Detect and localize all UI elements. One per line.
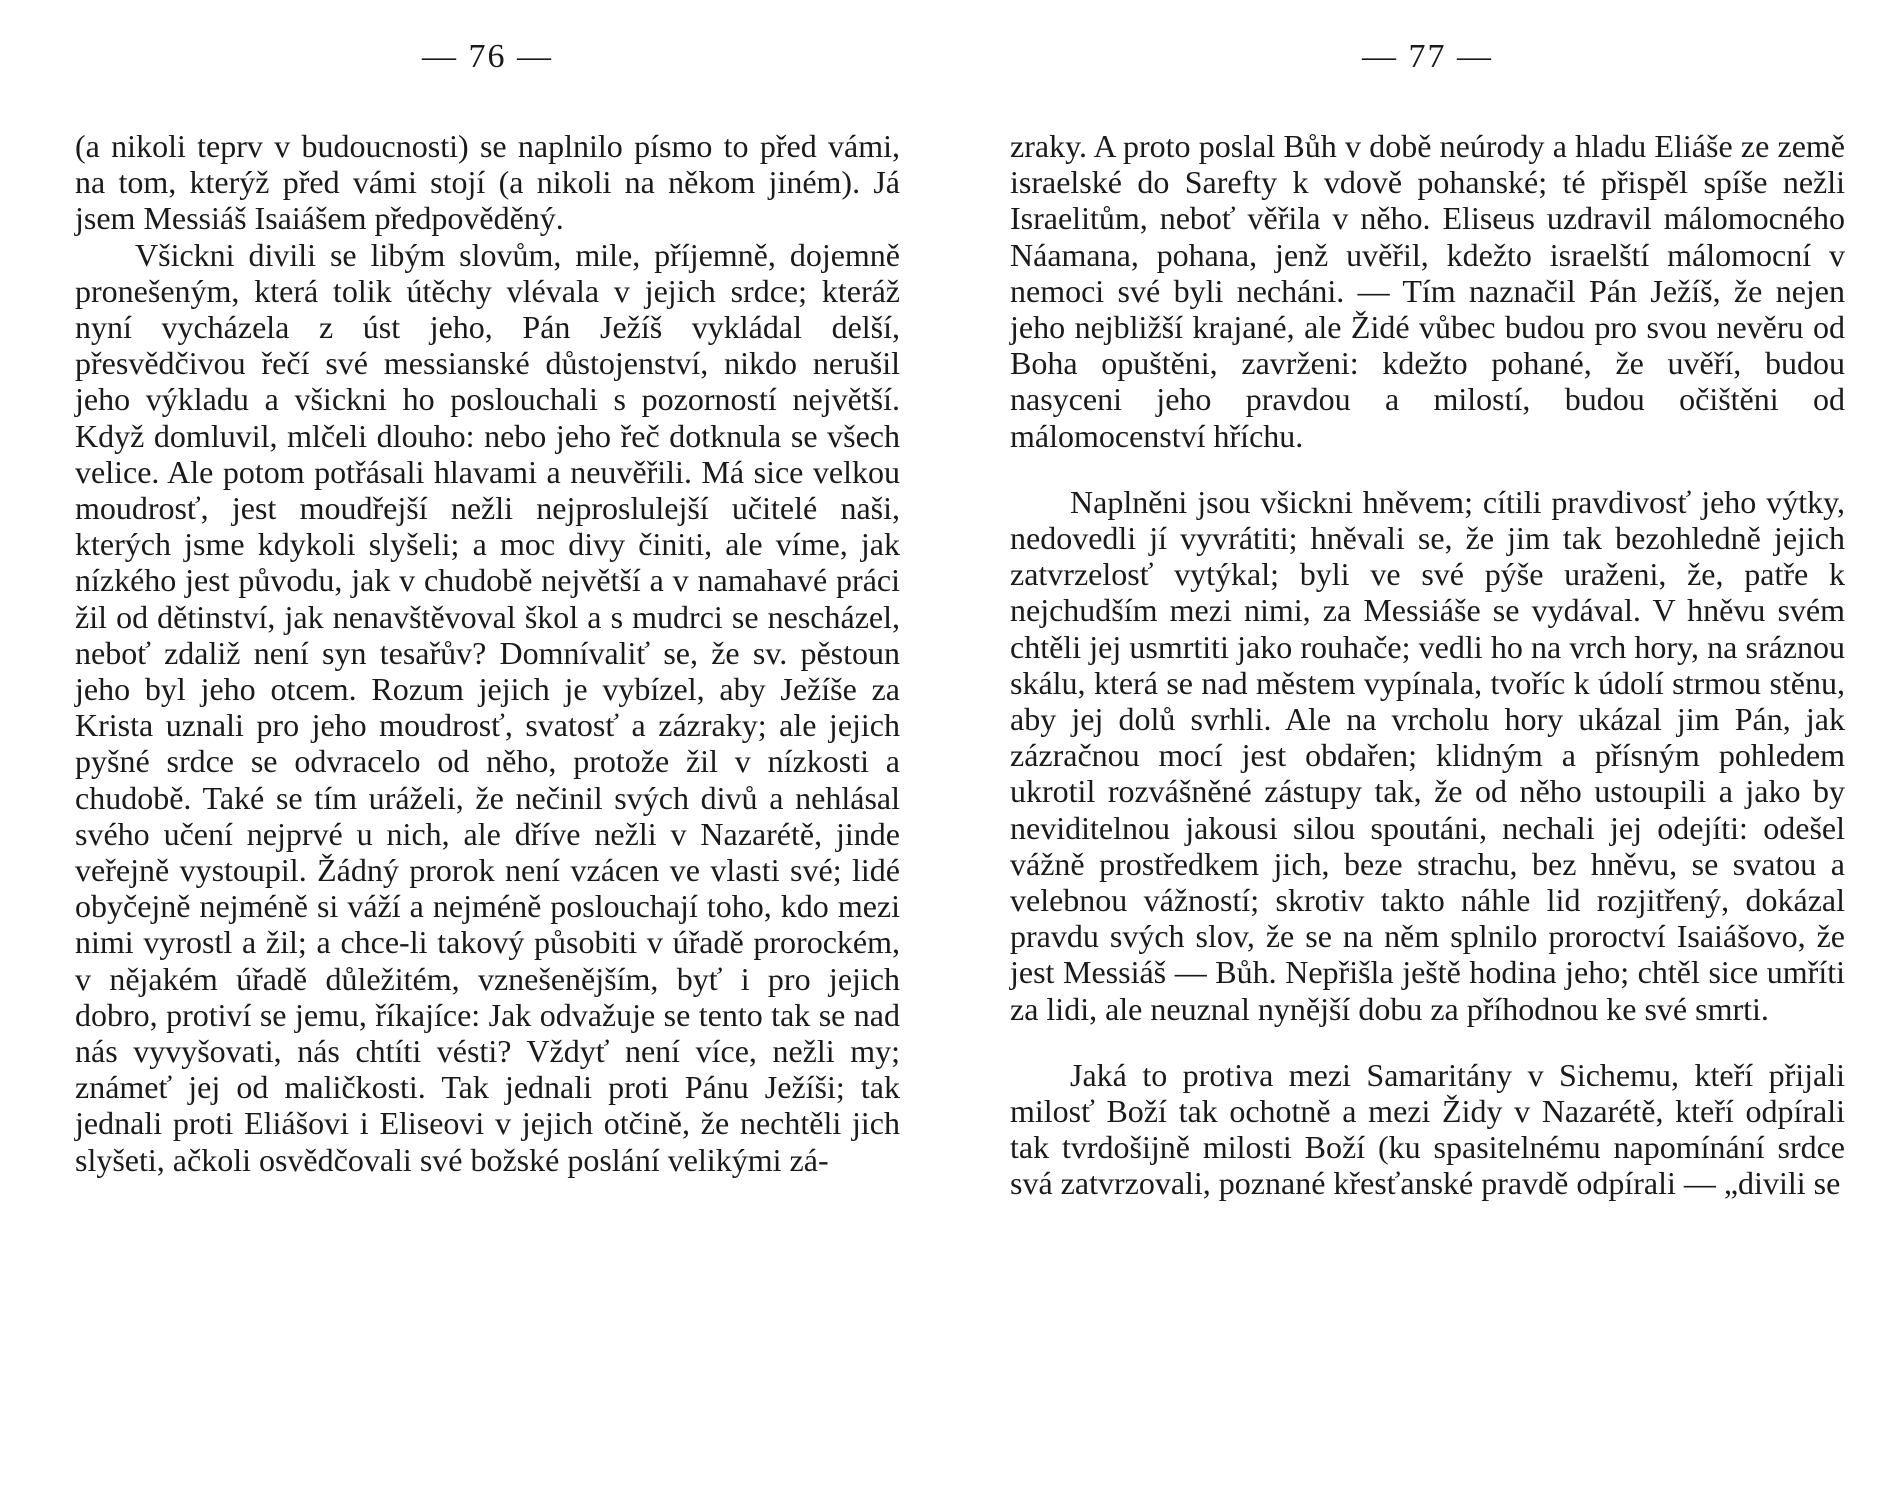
page-number-right: — 77 —	[1362, 38, 1493, 75]
left-page	[75, 0, 900, 1500]
right-paragraph-3: Jaká to protiva mezi Samaritány v Sichemu, kteří přijali milosť Boží tak ochotně a mezi Židy v Nazarétě, kteří odpírali tak tvrdošijně milosti Boží (ku spasitelnému napomínání srdce svá zatvrzovali, poznané křesťanské pravdě odpírali — „divili se	[1010, 1056, 1845, 1202]
right-paragraph-2: Naplněni jsou všickni hněvem; cítili pravdivosť jeho výtky, nedovedli jí vyvrátiti; hněvali se, že jim tak bezohledně jejich zatvrzelosť vytýkal; byli ve své pýše uraženi, že, patře k nejchudším mezi nimi, za Messiáše se vydával. V hněvu svém chtěli jej usmrtiti jako rouhače; vedli ho na vrch hory, na sráznou skálu, která se nad městem vypínala, tvoříc k údolí strmou stěnu, aby jej dolů svrhli. Ale na vrcholu hory ukázal jim Pán, jak zázračnou mocí jest obdařen; klidným a přísným pohledem ukrotil rozvášněné zástupy tak, že od něho ustoupili a jako by neviditelnou jakousi silou spoutáni, nechali jej odejíti: odešel vážně prostředkem jich, beze strachu, bez hněvu, se svatou a velebnou vážností; skrotiv takto náhle lid rozjitřený, dokázal pravdu svých slov, že se na něm splnilo proroctví Isaiášovo, že jest Messiáš — Bůh. Nepřišla ještě hodina jeho; chtěl sice umříti za lidi, ale neuznal nynější dobu za příhodnou ke své smrti.	[1010, 483, 1845, 1027]
left-paragraph-1: (a nikoli teprv v budoucnosti) se naplnilo písmo to před vámi, na tom, kterýž před vámi stojí (a nikoli na někom jiném). Já jsem Messiáš Isaiášem předpověděný.	[75, 128, 900, 237]
right-text-block	[1010, 128, 1845, 1202]
right-page	[1010, 0, 1845, 1500]
left-text-block	[75, 128, 900, 1178]
right-paragraph-1: zraky. A proto poslal Bůh v době neúrody a hladu Eliáše ze země israelské do Sarefty k vdově pohanské; té přispěl spíše nežli Israelitům, neboť věřila v něho. Eliseus uzdravil málomocného Náamana, pohana, jenž uvěřil, kdežto israelští málomocní v nemoci své byli necháni. — Tím naznačil Pán Ježíš, že nejen jeho nejbližší krajané, ale Židé vůbec budou pro svou nevěru od Boha opuštěni, zavrženi: kdežto pohané, že uvěří, budou nasyceni jeho pravdou a milostí, budou očištěni od málomocenství hříchu.	[1010, 128, 1845, 454]
left-paragraph-2: Všickni divili se libým slovům, mile, příjemně, dojemně pronešeným, která tolik útěchy vlévala v jejich srdce; kteráž nyní vycházela z úst jeho, Pán Ježíš vykládal delší, přesvědčivou řečí své messianské důstojenství, nikdo nerušil jeho výkladu a všickni ho poslouchali s pozorností největší. Když domluvil, mlčeli dlouho: nebo jeho řeč dotknula se všech velice. Ale potom potřásali hlavami a neuvěřili. Má sice velkou moudrosť, jest moudřejší nežli nejproslulejší učitelé naši, kterých jsme kdykoli slyšeli; a moc divy činiti, ale víme, jak nízkého jest původu, jak v chudobě největší a v namahavé práci žil od dětinství, jak nenavštěvoval škol a s mudrci se nescházel, neboť zdaliž není syn tesařův? Domnívaliť se, že sv. pěstoun jeho byl jeho otcem. Rozum jejich je vybízel, aby Ježíše za Krista uznali pro jeho moudrosť, svatosť a zázraky; ale jejich pyšné srdce se odvracelo od něho, protože žil v nízkosti a chudobě. Také se tím uráželi, že nečinil svých divů a nehlásal svého učení nejprvé u nich, ale dříve nežli v Nazarétě, jinde veřejně vystoupil. Žádný prorok není vzácen ve vlasti své; lidé obyčejně nejméně si váží a nejméně poslouchají toho, kdo mezi nimi vyrostl a žil; a chce-li takový působiti v úřadě prorockém, v nějakém úřadě důležitém, vznešenějším, byť i pro jejich dobro, protiví se jemu, říkajíce: Jak odvažuje se tento tak se nad nás vyvyšovati, nás chtíti vésti? Vždyť není více, nežli my; známeť jej od maličkosti. Tak jednali proti Pánu Ježíši; tak jednali proti Eliášovi i Eliseovi v jejich otčině, že nechtěli jich slyšeti, ačkoli osvědčovali své božské poslání velikými zá-	[75, 236, 900, 1178]
page-number-left: — 76 —	[422, 38, 553, 75]
